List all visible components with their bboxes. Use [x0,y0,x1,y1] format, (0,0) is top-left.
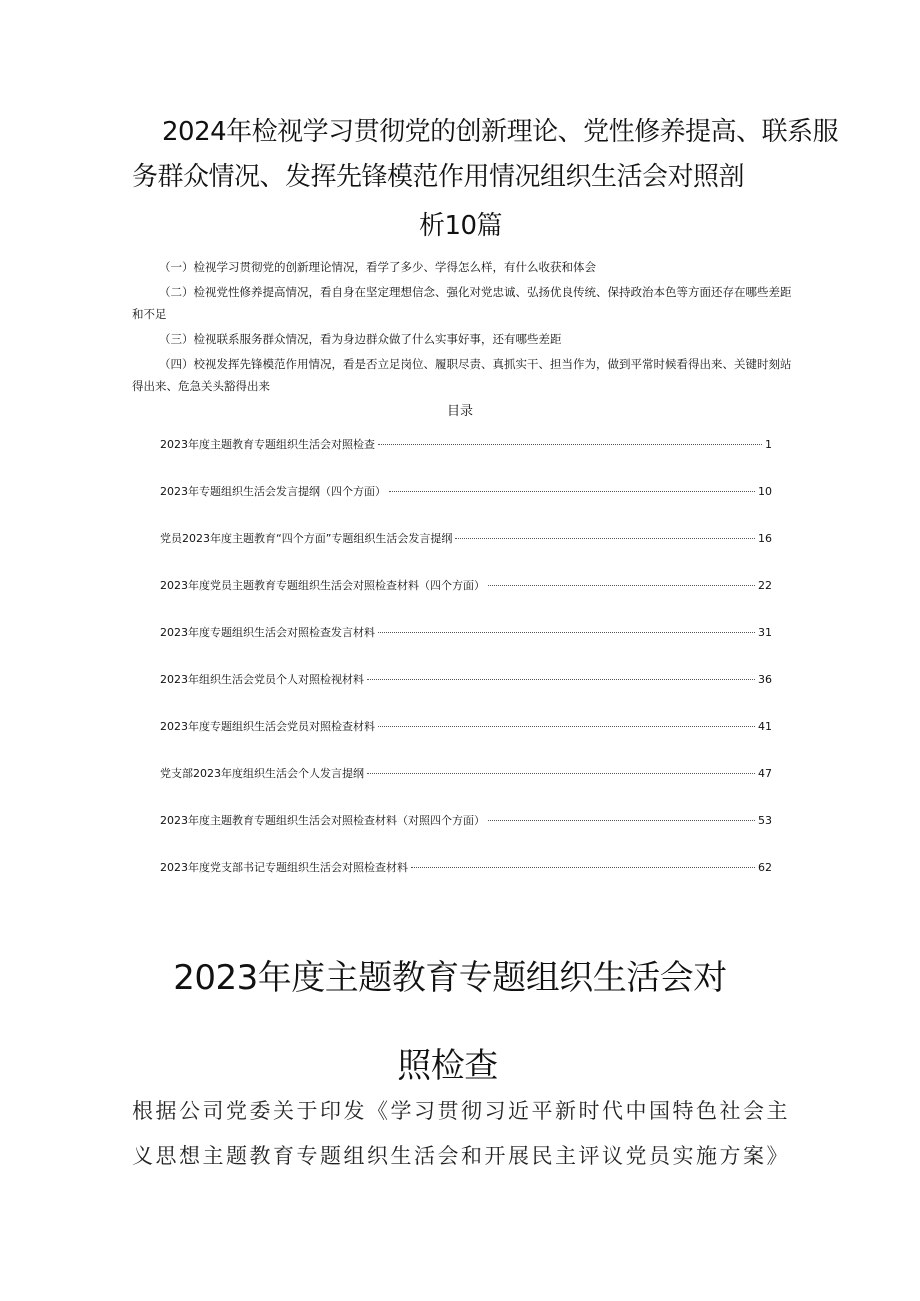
toc-entry-title: 2023年度专题组织生活会对照检查发言材料 [160,626,375,639]
toc-leader-dots [488,820,755,821]
toc-entry[interactable] [160,436,772,483]
toc-entry-title: 2023年度党员主题教育专题组织生活会对照检查材料（四个方面） [160,579,485,592]
toc-entry[interactable] [160,577,772,624]
toc-entry[interactable] [160,812,772,859]
toc-leader-dots [389,491,755,492]
toc-entry-page: 47 [758,767,772,780]
toc-heading: 目录 [446,404,473,419]
toc-leader-dots [488,585,755,586]
section-title-line-1: 2023年度主题教育专题组织生活会对 [173,958,727,998]
intro-item: （一）检视学习贯彻党的创新理论情况，看学了多少、学得怎么样，有什么收获和体会 [159,260,596,274]
section-title [0,938,920,1106]
toc-entry[interactable] [160,765,772,812]
toc-entry-page: 16 [758,532,772,545]
intro-item: （三）检视联系服务群众情况，看为身边群众做了什么实事好事，还有哪些差距 [159,332,562,346]
toc-leader-dots [455,538,755,539]
toc-entry[interactable] [160,859,772,906]
toc-entry-page: 53 [758,814,772,827]
toc-leader-dots [411,867,755,868]
toc-entry-page: 36 [758,673,772,686]
toc-entry-page: 31 [758,626,772,639]
toc-leader-dots [367,679,755,680]
body-paragraph: 根据公司党委关于印发《学习贯彻习近平新时代中国特色社会主义思想主题教育专题组织生活会和开展民主评议党员实施方案》 [132,1099,790,1168]
section-title-line-2: 照检查 [397,1046,498,1086]
toc-entry[interactable] [160,483,772,530]
toc-entry-page: 1 [765,438,772,451]
toc-entry-page: 10 [758,485,772,498]
document-title-line-2: 务群众情况、发挥先锋模范作用情况组织生活会对照剖 [132,162,745,192]
toc-entry-title: 2023年度主题教育专题组织生活会对照检查 [160,438,375,451]
toc-entry-title: 党支部2023年度组织生活会个人发言提纲 [160,767,364,780]
toc-entry-page: 62 [758,861,772,874]
toc-entry-title: 2023年度党支部书记专题组织生活会对照检查材料 [160,861,408,874]
table-of-contents [160,436,772,906]
toc-entry-title: 2023年专题组织生活会发言提纲（四个方面） [160,485,386,498]
intro-item: （四）校视发挥先锋模范作用情况，看是否立足岗位、履职尽责、真抓实干、担当作为，做到平常时候看得出来、关键时刻站得出来、危急关头豁得出来 [132,357,792,393]
document-title [132,110,839,249]
toc-entry[interactable] [160,718,772,765]
intro-item: （二）检视党性修养提高情况，看自身在坚定理想信念、强化对党忠诚、弘扬优良传统、保持政治本色等方面还存在哪些差距和不足 [132,285,792,321]
toc-leader-dots [378,632,755,633]
toc-entry[interactable] [160,671,772,718]
toc-leader-dots [378,726,755,727]
toc-entry-title: 党员2023年度主题教育“四个方面”专题组织生活会发言提纲 [160,532,453,545]
toc-leader-dots [378,444,762,445]
toc-entry-page: 22 [758,579,772,592]
document-title-line-3: 析10篇 [418,211,503,241]
toc-entry-title: 2023年组织生活会党员个人对照检视材料 [160,673,364,686]
toc-entry-title: 2023年度主题教育专题组织生活会对照检查材料（对照四个方面） [160,814,485,827]
document-title-line-1: 2024年检视学习贯彻党的创新理论、党性修养提高、联系服 [162,117,839,147]
toc-entry-title: 2023年度专题组织生活会党员对照检查材料 [160,720,375,733]
toc-entry[interactable] [160,530,772,577]
toc-leader-dots [367,773,755,774]
toc-entry[interactable] [160,624,772,671]
toc-entry-page: 41 [758,720,772,733]
intro-list [132,256,792,400]
